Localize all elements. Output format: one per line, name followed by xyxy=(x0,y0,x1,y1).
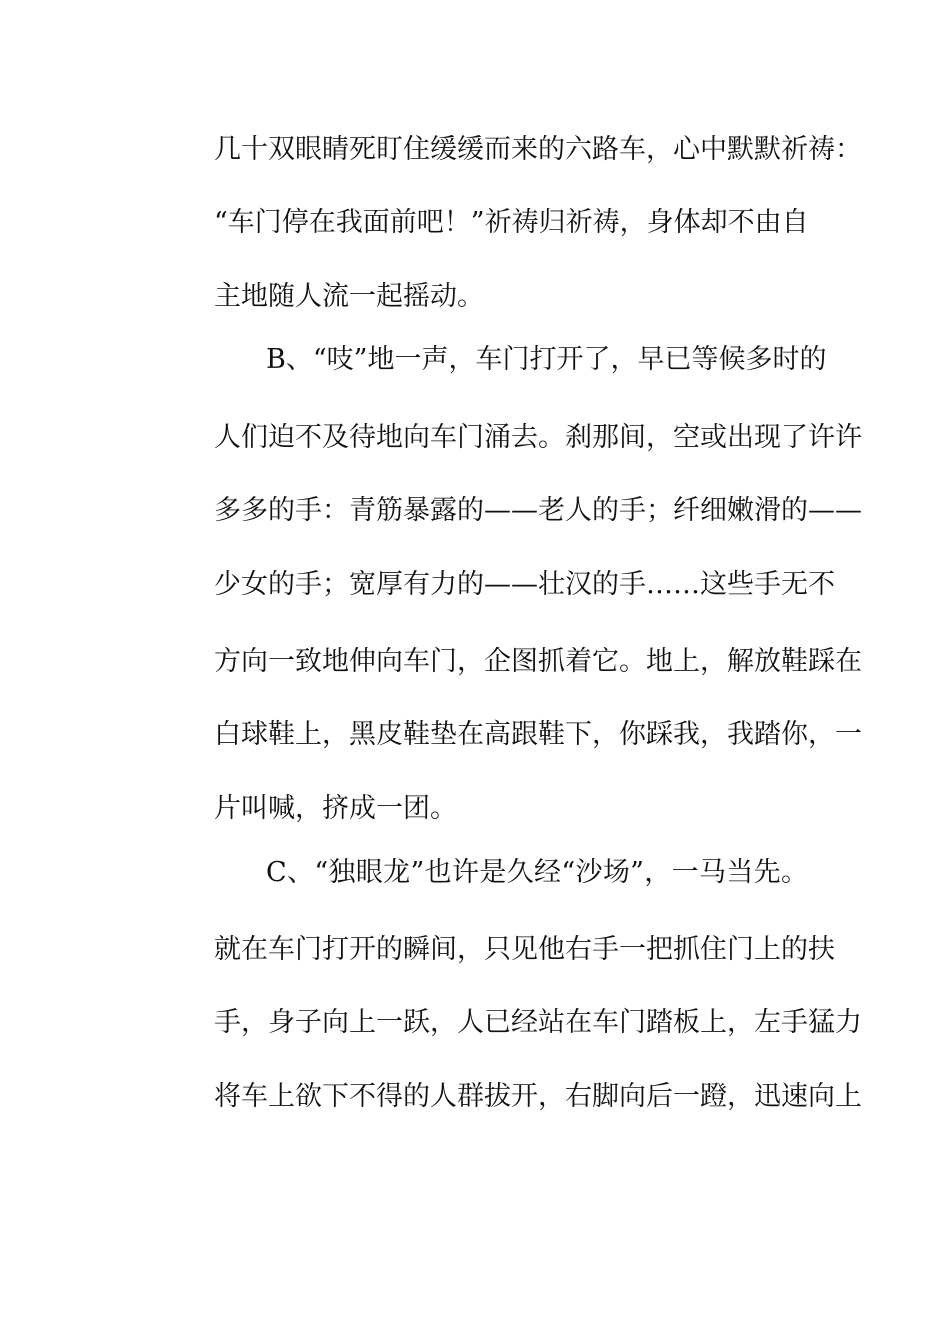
text-line: 手，身子向上一跃，人已经站在车门踏板上，左手猛力 xyxy=(214,1007,862,1038)
text-line: 就在车门打开的瞬间，只见他右手一把抓住门上的扶 xyxy=(214,934,835,965)
text-line: 少女的手；宽厚有力的——壮汉的手……这些手无不 xyxy=(214,569,835,600)
text-line: C、“独眼龙”也许是久经“沙场”，一马当先。 xyxy=(266,857,808,888)
text-line: 白球鞋上，黑皮鞋垫在高跟鞋下，你踩我，我踏你，一 xyxy=(214,719,862,750)
text-line: 片叫喊，挤成一团。 xyxy=(214,793,457,824)
text-line: B、“吱”地一声，车门打开了，早已等候多时的 xyxy=(266,344,827,375)
text-line: 将车上欲下不得的人群拔开，右脚向后一蹬，迅速向上 xyxy=(214,1081,862,1112)
text-line: 主地随人流一起摇动。 xyxy=(214,281,484,312)
text-line: “车门停在我面前吧！”祈祷归祈祷，身体却不由自 xyxy=(214,207,809,238)
text-line: 方向一致地伸向车门，企图抓着它。地上，解放鞋踩在 xyxy=(214,646,862,677)
text-line: 人们迫不及待地向车门涌去。刹那间，空或出现了许许 xyxy=(214,422,862,453)
text-line: 几十双眼睛死盯住缓缓而来的六路车，心中默默祈祷： xyxy=(214,134,862,165)
text-line: 多多的手：青筋暴露的——老人的手；纤细嫩滑的—— xyxy=(214,495,862,526)
